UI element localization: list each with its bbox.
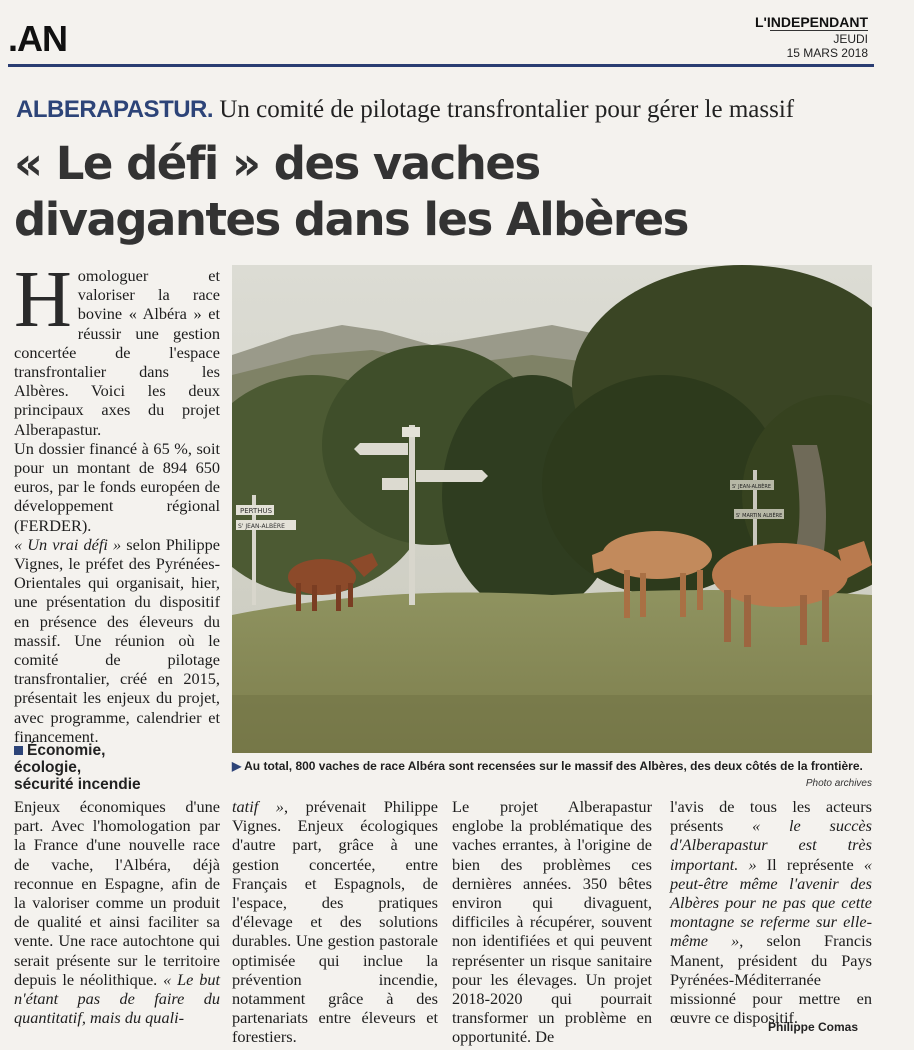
photo-caption xyxy=(232,759,874,773)
section-tag: .AN xyxy=(8,18,67,59)
kicker-text: Un comité de pilotage transfrontalier pour gérer le massif xyxy=(219,96,795,123)
article-photo xyxy=(232,265,872,753)
lead-paragraph-3: selon Philippe Vignes, le préfet des Pyrénées-Orientales qui organisait, hier, une présentation du dispositif en présence des éleveurs du massif. Une réunion où le comité de pilotage transfrontalier, créé en 2015, présentait les enjeux du projet, avec programme, calendrier et financement. xyxy=(14,534,221,746)
sign-left-2: S' JEAN-ALBÈRE xyxy=(238,523,285,530)
photo-credit: Photo archives xyxy=(805,778,872,789)
col1-quote: « Le but n'étant pas de faire du quantitatif, mais du quali- xyxy=(14,969,220,1028)
issue-day: JEUDI xyxy=(833,32,868,46)
col4-quote-1: « le succès d'Alberapastur est très important. » xyxy=(670,816,872,874)
newspaper-name: L'INDEPENDANT xyxy=(755,14,868,30)
subheading-line-1: Économie, xyxy=(27,742,106,759)
caption-arrow-icon: ▶ xyxy=(232,759,242,773)
col4-text-b: Il représente xyxy=(756,854,864,874)
square-bullet-icon xyxy=(14,746,23,755)
headline xyxy=(14,136,894,248)
kicker-tag: ALBERAPASTUR. xyxy=(16,96,214,123)
sign-right-1: S' JEAN-ALBÈRE xyxy=(732,484,772,490)
subheading xyxy=(14,742,220,793)
body-column-1 xyxy=(14,797,220,1027)
col2-text: , prévenait Philippe Vignes. Enjeux écologiques d'autre part, grâce à une gestion concertée, entre Français et Espagnols, de l'espace, des pratiques d'élevage et des solutions durables. Une gestion pastorale optimisée qui inclue la prévention incendie, notamment grâce à des partenariats entre éleveurs et forestiers. xyxy=(232,797,438,1047)
drop-cap: H xyxy=(14,256,72,344)
header-rule xyxy=(8,64,874,67)
lead-paragraph-2: Un dossier financé à 65 %, soit pour un montant de 894 650 euros, par le fonds européen de développement régional (FERDER). xyxy=(14,438,220,535)
lead-quote: « Un vrai défi » xyxy=(14,534,122,554)
col1-text: Enjeux économiques d'une part. Avec l'homologation par la France d'une nouvelle race de vache, l'Albéra, déjà reconnue en Espagne, afin de la valoriser comme un produit de qualité et ainsi faciliter sa vente. Une race autochtone qui serait présente sur le territoire depuis le néolithique. xyxy=(14,797,220,989)
lead-paragraph-1: omologuer et valoriser la race bovine « Albéra » et réussir une gestion concertée de l'espace transfrontalier dans les Albères. Voici les deux principaux axes du projet Alberapastur. xyxy=(14,266,220,439)
caption-text: Au total, 800 vaches de race Albéra sont recensées sur le massif des Albères, des deux côtés de la frontière. xyxy=(244,759,863,773)
issue-date-value: 15 MARS 2018 xyxy=(786,46,868,60)
cows-landscape-illustration xyxy=(232,265,872,753)
body-column-2 xyxy=(232,797,438,1047)
subheading-line-2: écologie, xyxy=(14,759,82,776)
kicker xyxy=(16,96,794,124)
headline-line-2: divagantes dans les Albères xyxy=(14,193,688,246)
sign-left-1: PERTHUS xyxy=(240,507,273,515)
col4-text-a: l'avis de tous les acteurs présents xyxy=(670,797,872,836)
lead-column xyxy=(14,256,221,746)
col3-text: Le projet Alberapastur englobe la problématique des vaches errantes, à l'origine de bien des problèmes ces dernières années. 350 bêtes environ qui divaguent, difficiles à récupérer, souvent non identifiées et qui peuvent représenter un risque sanitaire pour les élevages. Un projet 2018-2020 qui pourrait transformer un problème en opportunité. De xyxy=(452,797,652,1047)
headline-line-1: « Le défi » des vaches xyxy=(14,137,540,190)
subheading-line-3: sécurité incendie xyxy=(14,776,141,793)
col4-text-c: , selon Francis Manent, président du Pays Pyrénées-Méditerranée missionné pour mettre en œuvre ce dispositif. xyxy=(670,931,872,1028)
masthead-underline xyxy=(770,30,868,31)
author-signature: Philippe Comas xyxy=(768,1020,859,1034)
issue-date xyxy=(787,32,868,60)
col4-quote-2: « peut-être même l'avenir des Albères pour ne pas que cette montagne se referme sur elle-même » xyxy=(670,854,873,951)
sign-right-2: S' MARTIN ALBÈRE xyxy=(736,513,783,519)
body-column-4 xyxy=(670,797,872,1027)
col2-quote: tatif » xyxy=(232,797,284,816)
body-column-3 xyxy=(452,797,652,1047)
